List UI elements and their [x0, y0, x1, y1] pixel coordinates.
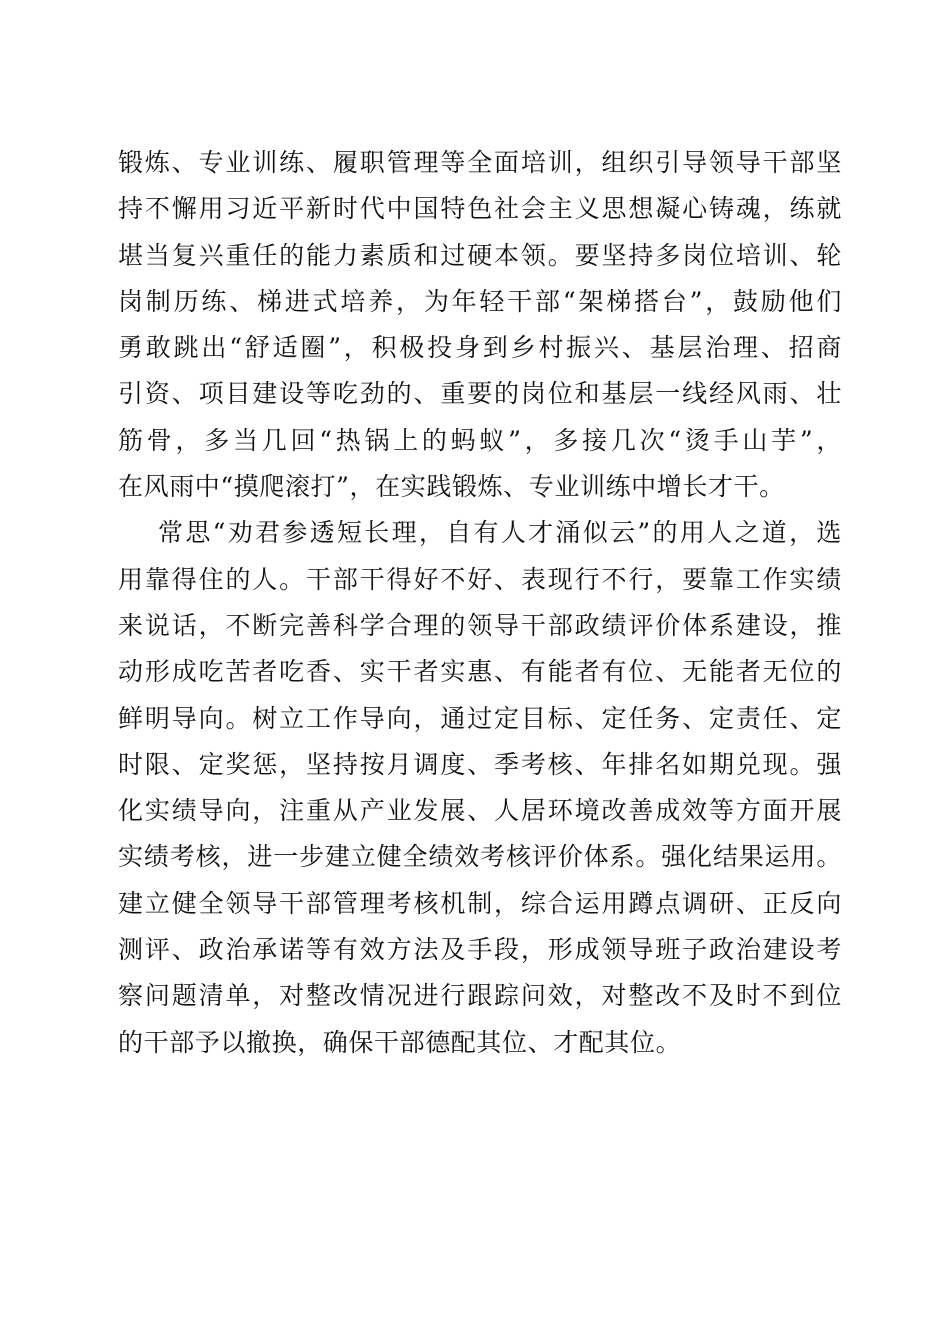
- text-line: 岗制历练、梯进式培养，为年轻干部“架梯搭台”，鼓励他们: [118, 286, 842, 316]
- text-line: 察问题清单，对整改情况进行跟踪问效，对整改不及时不到位: [118, 981, 842, 1011]
- text-line: 来说话，不断完善科学合理的领导干部政绩评价体系建设，推: [118, 610, 842, 640]
- text-line: 筋骨，多当几回“热锅上的蚂蚁”，多接几次“烫手山芋”，: [118, 425, 842, 455]
- text-line: 堪当复兴重任的能力素质和过硬本领。要坚持多岗位培训、轮: [118, 240, 842, 270]
- text-line: 测评、政治承诺等有效方法及手段，形成领导班子政治建设考: [118, 935, 842, 965]
- text-line: 的干部予以撤换，确保干部德配其位、才配其位。: [118, 1027, 682, 1057]
- text-line: 化实绩导向，注重从产业发展、人居环境改善成效等方面开展: [118, 796, 842, 826]
- text-line: 常思“劝君参透短长理，自有人才涌似云”的用人之道，选: [158, 518, 842, 548]
- text-line: 鲜明导向。树立工作导向，通过定目标、定任务、定责任、定: [118, 703, 842, 733]
- text-line: 引资、项目建设等吃劲的、重要的岗位和基层一线经风雨、壮: [118, 379, 842, 409]
- text-line: 勇敢跳出“舒适圈”，积极投身到乡村振兴、基层治理、招商: [118, 333, 842, 363]
- text-line: 建立健全领导干部管理考核机制，综合运用蹲点调研、正反向: [118, 888, 842, 918]
- text-line: 实绩考核，进一步建立健全绩效考核评价体系。强化结果运用。: [118, 842, 842, 872]
- text-line: 动形成吃苦者吃香、实干者实惠、有能者有位、无能者无位的: [118, 657, 842, 687]
- body-text: [118, 140, 842, 1066]
- text-line: 用靠得住的人。干部干得好不好、表现行不行，要靠工作实绩: [118, 564, 842, 594]
- text-line: 在风雨中“摸爬滚打”，在实践锻炼、专业训练中增长才干。: [118, 472, 785, 502]
- text-line: 持不懈用习近平新时代中国特色社会主义思想凝心铸魂，练就: [118, 194, 842, 224]
- paragraph-2: [118, 510, 842, 1066]
- paragraph-1: [118, 140, 842, 510]
- text-line: 时限、定奖惩，坚持按月调度、季考核、年排名如期兑现。强: [118, 749, 842, 779]
- text-line: 锻炼、专业训练、履职管理等全面培训，组织引导领导干部坚: [118, 148, 842, 177]
